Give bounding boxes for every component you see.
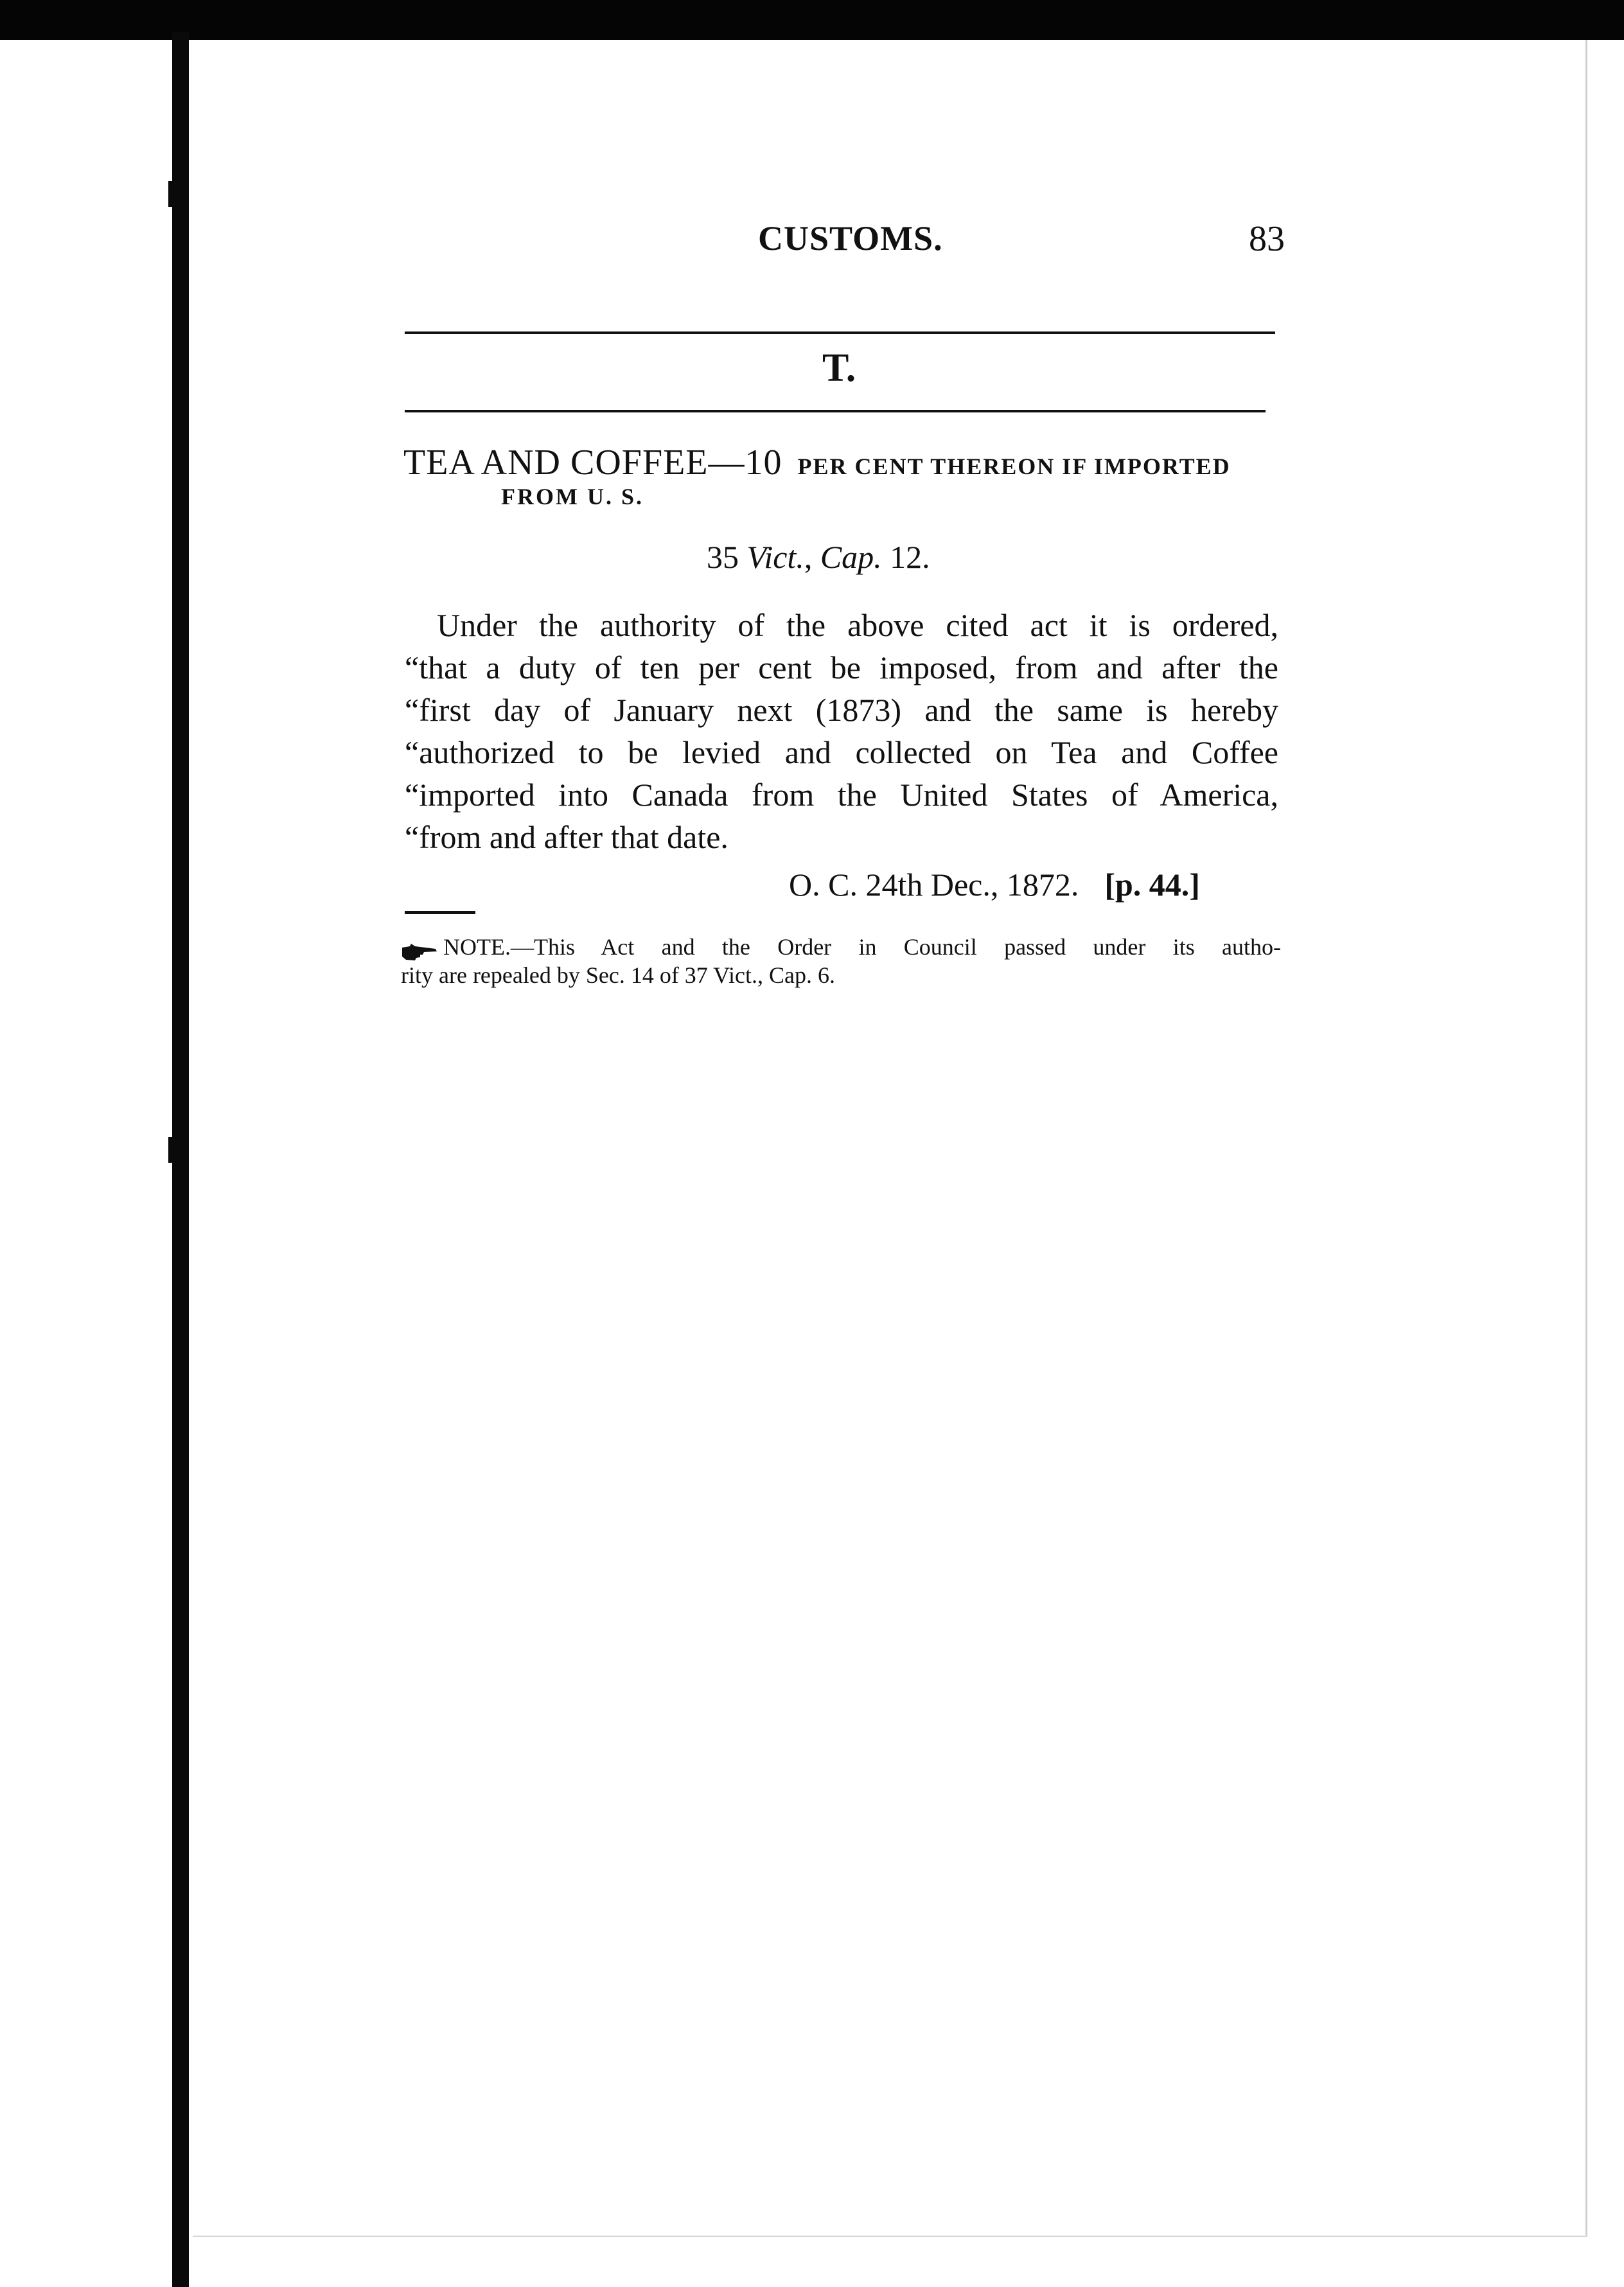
section-heading [403, 442, 1231, 483]
body-line: Under the authority of the above cited act it is ordered, [437, 607, 1278, 643]
heading-sub: PER CENT THEREON IF IMPORTED [797, 454, 1231, 479]
statute-citation [707, 538, 930, 576]
running-head: CUSTOMS. [758, 219, 943, 258]
footnote [401, 933, 1281, 989]
section-letter: T. [822, 346, 856, 390]
citation-cap: Cap. [820, 539, 882, 575]
order-signoff [789, 866, 1200, 903]
pointing-hand-icon [401, 940, 438, 959]
order-date: O. C. 24th Dec., 1872. [789, 867, 1079, 903]
section-rule [405, 410, 1266, 412]
body-line: “from and after that date. [405, 819, 728, 855]
top-rule [405, 331, 1275, 334]
note-line-2: rity are repealed by Sec. 14 of 37 Vict., Cap. 6. [401, 962, 835, 988]
page-bottom-edge [193, 2236, 1587, 2237]
order-text [405, 604, 1278, 858]
spine-notch [168, 181, 186, 207]
note-line-1: NOTE.—This Act and the Order in Council passed under its autho- [443, 934, 1281, 960]
citation-prefix: 35 [707, 539, 747, 575]
citation-number: 12. [881, 539, 930, 575]
page-reference: [p. 44.] [1104, 867, 1200, 903]
body-line: “first day of January next (1873) and the same is hereby [405, 692, 1278, 728]
body-line: “that a duty of ten per cent be imposed, from and after the [405, 649, 1278, 685]
note-rule [405, 911, 475, 914]
body-line: “authorized to be levied and collected on Tea and Coffee [405, 734, 1278, 770]
scan-top-border [0, 0, 1624, 40]
citation-act: Vict. [746, 539, 804, 575]
body-line: “imported into Canada from the United States of America, [405, 777, 1278, 813]
heading-continuation: FROM U. S. [501, 484, 644, 509]
page-number: 83 [1249, 219, 1285, 259]
citation-sep: , [804, 539, 820, 575]
heading-main: TEA AND COFFEE—10 [403, 443, 782, 482]
page-right-edge [1585, 40, 1587, 2237]
spine-notch [168, 1137, 186, 1163]
